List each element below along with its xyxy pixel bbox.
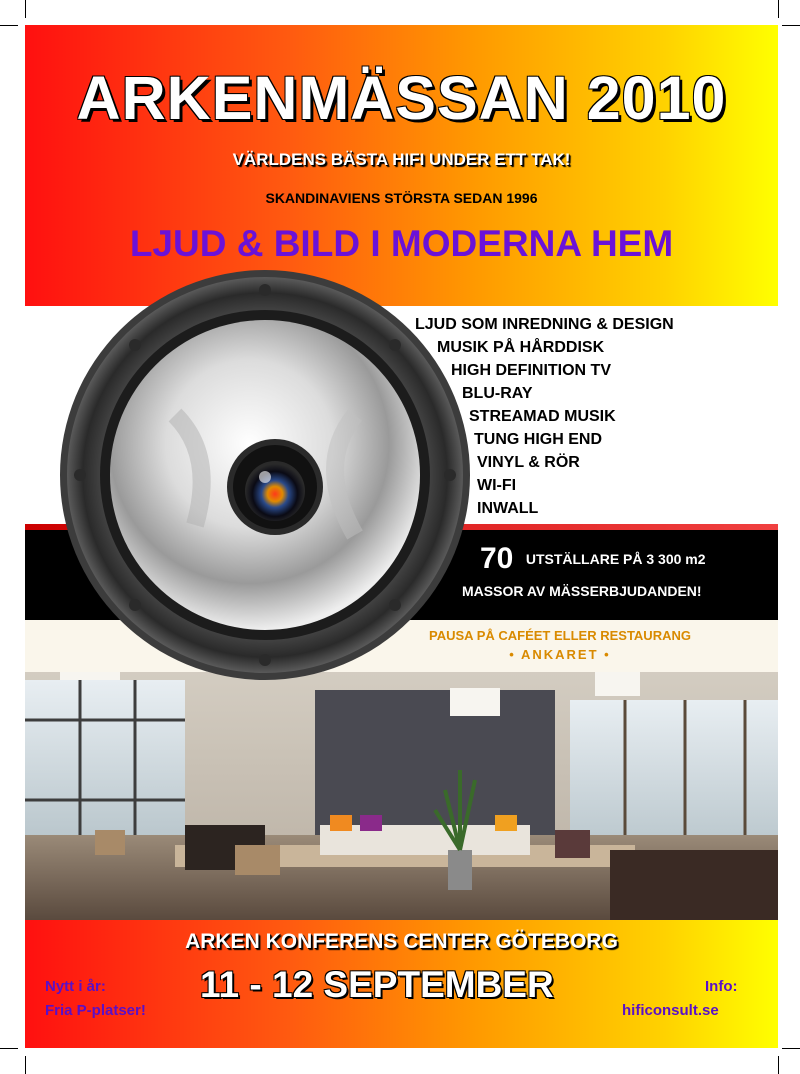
footer-band [25, 920, 778, 1048]
new-label: Nytt i år: [45, 978, 106, 995]
feature-item: STREAMAD MUSIK [469, 408, 616, 425]
crop-mark [782, 1048, 800, 1049]
info-website[interactable]: hificonsult.se [622, 1002, 719, 1019]
info-label: Info: [705, 978, 738, 995]
speaker-illustration [55, 265, 475, 685]
crop-mark [778, 1056, 779, 1074]
crop-mark [782, 25, 800, 26]
feature-item: LJUD SOM INREDNING & DESIGN [415, 316, 674, 333]
tagline: VÄRLDENS BÄSTA HIFI UNDER ETT TAK! [232, 150, 571, 169]
venue-name: ARKEN KONFERENS CENTER GÖTEBORG [185, 930, 618, 953]
subtagline: SKANDINAVIENS STÖRSTA SEDAN 1996 [265, 190, 538, 206]
crop-mark [25, 0, 26, 18]
exhibitor-count: 70 [480, 542, 514, 575]
header-band [25, 25, 778, 306]
offers-text: MASSOR AV MÄSSERBJUDANDEN! [462, 583, 702, 599]
crop-mark [25, 1056, 26, 1074]
cafe-line-1: PAUSA PÅ CAFÉET ELLER RESTAURANG [429, 628, 691, 643]
poster [25, 25, 778, 1048]
feature-item: INWALL [477, 500, 539, 517]
new-value: Fria P-platser! [45, 1002, 146, 1019]
feature-item: WI-FI [477, 477, 517, 494]
crop-mark [778, 0, 779, 18]
crop-mark [0, 25, 18, 26]
poster-title: ARKENMÄSSAN 2010 [76, 64, 727, 132]
feature-item: HIGH DEFINITION TV [451, 362, 611, 379]
exhibitor-text: UTSTÄLLARE PÅ 3 300 m2 [525, 551, 706, 567]
exhibitor-line [480, 542, 706, 576]
feature-item: VINYL & RÖR [477, 454, 580, 471]
feature-item: BLU-RAY [462, 385, 533, 402]
feature-item: MUSIK PÅ HÅRDDISK [437, 339, 605, 356]
headline: LJUD & BILD I MODERNA HEM [129, 223, 674, 264]
crop-mark [0, 1048, 18, 1049]
event-dates: 11 - 12 SEPTEMBER [200, 964, 554, 1005]
cafe-line-2: • ANKARET • [509, 647, 611, 662]
feature-item: TUNG HIGH END [474, 431, 602, 448]
